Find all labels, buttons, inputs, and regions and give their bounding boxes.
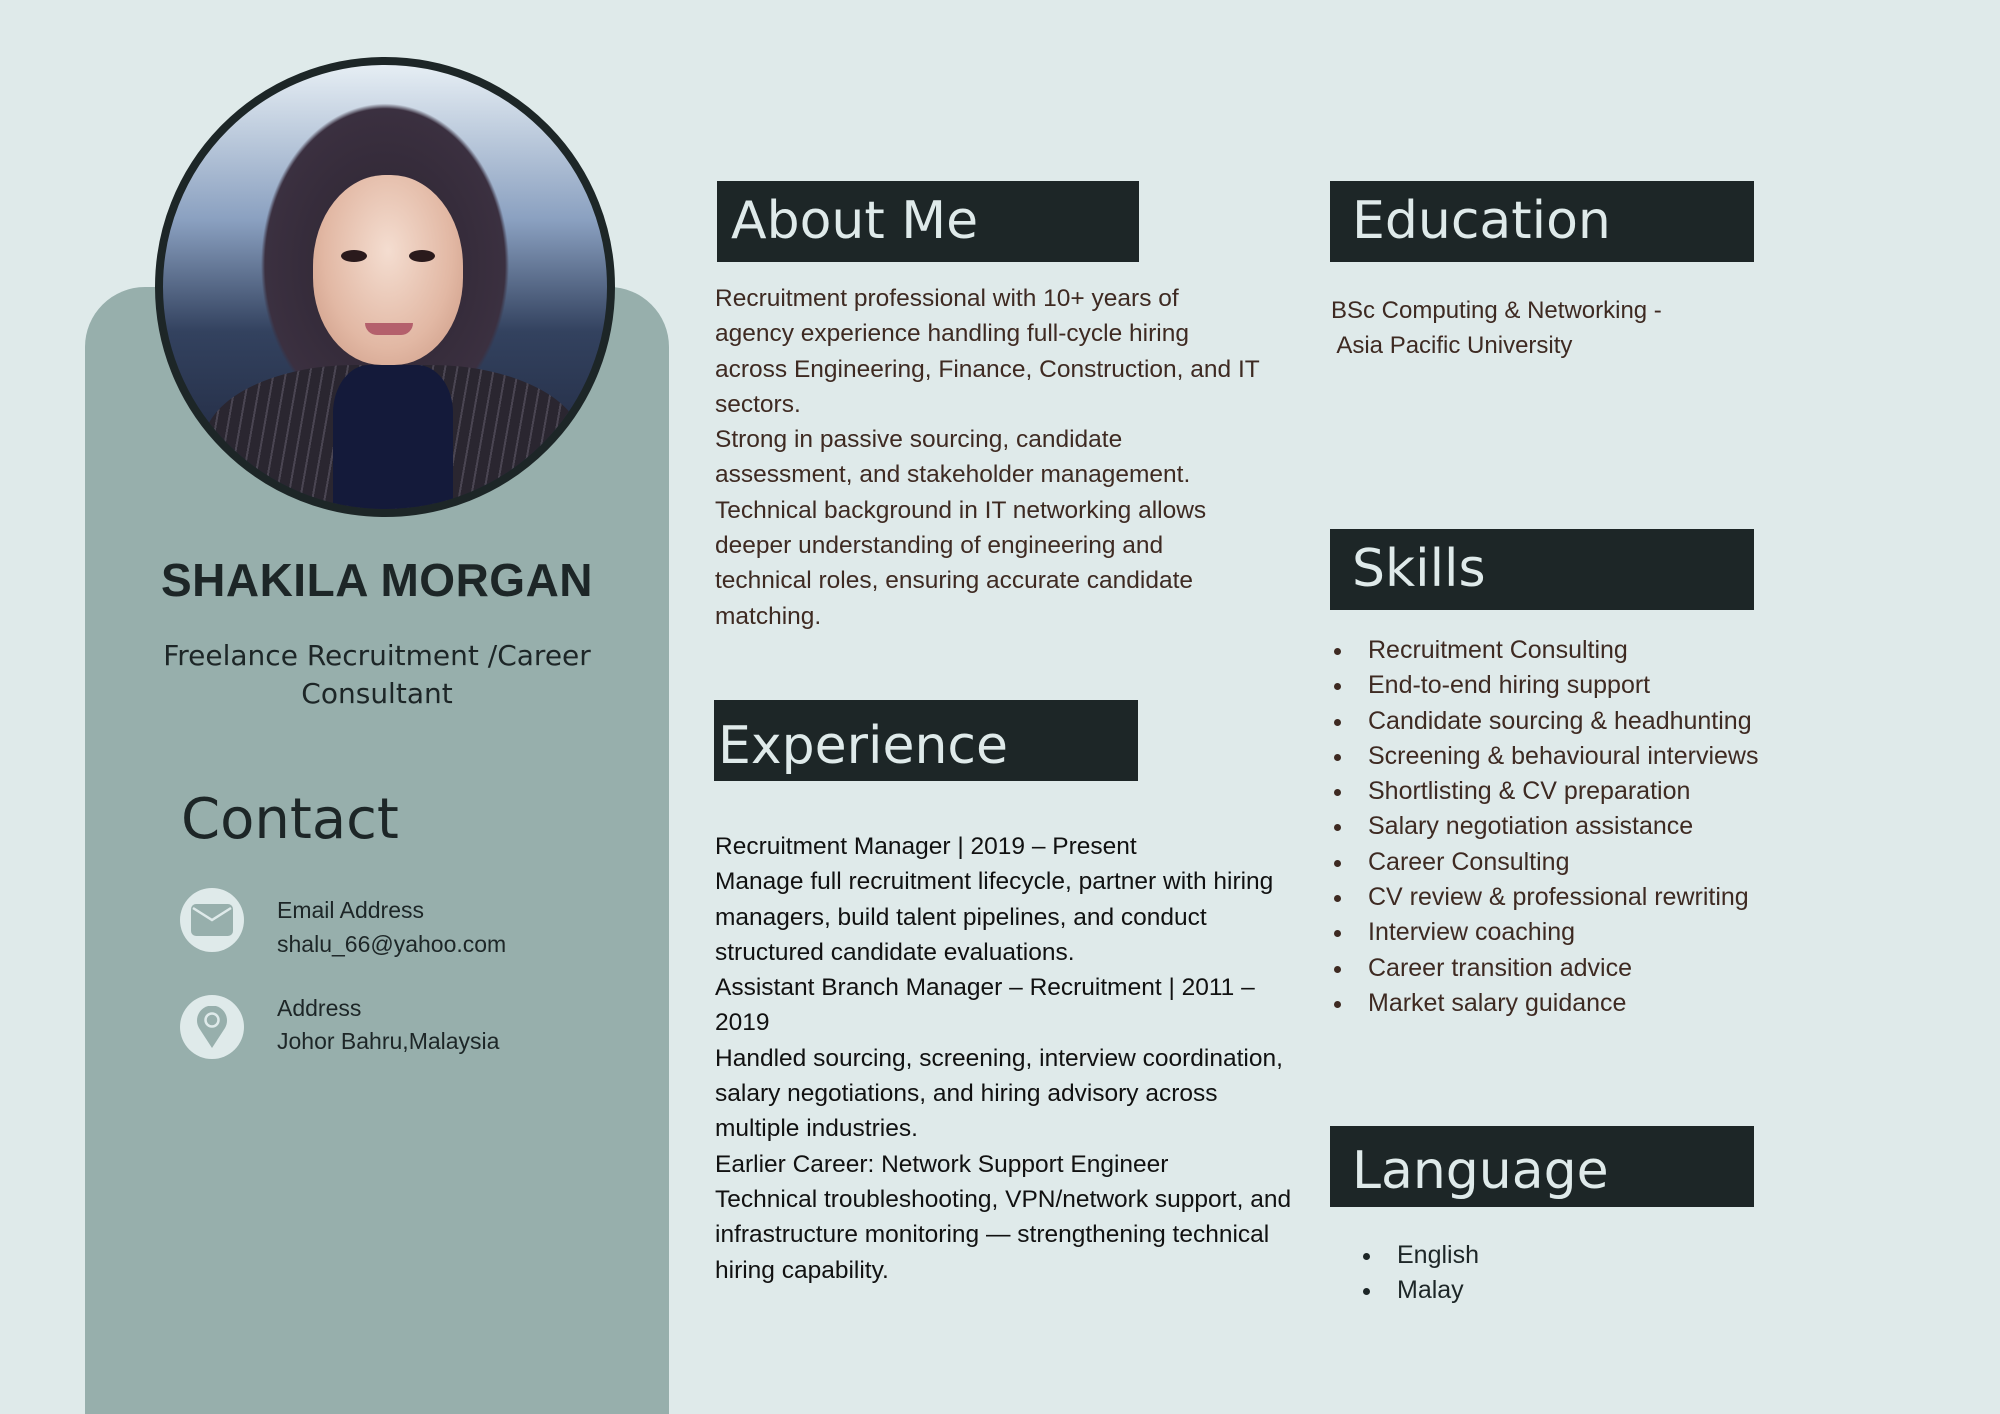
experience-line: salary negotiations, and hiring advisory across: [715, 1080, 1218, 1108]
about-line: across Engineering, Finance, Construction, and IT: [715, 355, 1260, 383]
language-item: English: [1361, 1238, 1479, 1273]
about-line: sectors.: [715, 390, 801, 418]
photo-face: [313, 175, 463, 365]
skill-item: Salary negotiation assistance: [1332, 809, 1759, 844]
photo-eye-left: [341, 250, 367, 262]
skill-item: Market salary guidance: [1332, 986, 1759, 1021]
about-line: Strong in passive sourcing, candidate: [715, 426, 1123, 454]
education-university: Asia Pacific University: [1331, 332, 1573, 360]
experience-heading: Experience: [714, 700, 1138, 781]
language-heading: Language: [1330, 1126, 1754, 1207]
experience-line: structured candidate evaluations.: [715, 938, 1075, 966]
photo-mouth: [365, 323, 413, 335]
experience-line: Earlier Career: Network Support Engineer: [715, 1150, 1169, 1178]
skill-item: CV review & professional rewriting: [1332, 880, 1759, 915]
skill-item: Screening & behavioural interviews: [1332, 739, 1759, 774]
experience-line: Manage full recruitment lifecycle, partner with hiring: [715, 868, 1274, 896]
experience-line: hiring capability.: [715, 1256, 889, 1284]
skill-item: Career transition advice: [1332, 951, 1759, 986]
experience-line: Technical troubleshooting, VPN/network support, and: [715, 1185, 1292, 1213]
about-me-text: [715, 281, 1260, 634]
experience-text: [715, 829, 1291, 1288]
address-value: Johor Bahru,Malaysia: [277, 1028, 500, 1054]
skill-item: Interview coaching: [1332, 915, 1759, 950]
language-list: [1361, 1238, 1479, 1309]
email-label: Email Address: [277, 897, 425, 923]
experience-line: Assistant Branch Manager – Recruitment | 2011 –: [715, 974, 1255, 1002]
about-line: Recruitment professional with 10+ years of: [715, 285, 1179, 312]
address-label: Address: [277, 995, 362, 1021]
about-line: Technical background in IT networking allows: [715, 496, 1207, 524]
education-text: [1331, 293, 1662, 364]
profile-photo: [155, 57, 615, 517]
contact-heading: Contact: [181, 787, 399, 852]
skill-item: Candidate sourcing & headhunting: [1332, 704, 1759, 739]
experience-line: infrastructure monitoring — strengthening technical: [715, 1221, 1270, 1249]
skill-item: Career Consulting: [1332, 845, 1759, 880]
education-heading: Education: [1330, 181, 1754, 262]
profile-title-line2: Consultant: [301, 677, 453, 710]
photo-eye-right: [409, 250, 435, 262]
skill-item: Shortlisting & CV preparation: [1332, 774, 1759, 809]
email-icon-badge: [180, 888, 244, 952]
about-line: matching.: [715, 602, 822, 630]
experience-line: 2019: [715, 1009, 770, 1037]
about-line: deeper understanding of engineering and: [715, 532, 1164, 560]
profile-title: [85, 637, 669, 713]
profile-title-line1: Freelance Recruitment /Career: [163, 639, 591, 672]
about-line: assessment, and stakeholder management.: [715, 461, 1191, 489]
photo-collar: [333, 365, 453, 517]
experience-line: multiple industries.: [715, 1115, 918, 1143]
envelope-icon: [191, 904, 233, 936]
experience-line: Recruitment Manager | 2019 – Present: [715, 833, 1137, 860]
profile-name: SHAKILA MORGAN: [160, 554, 594, 606]
location-pin-icon: [196, 1006, 228, 1048]
skills-heading: Skills: [1330, 529, 1754, 610]
about-line: agency experience handling full-cycle hiring: [715, 320, 1189, 348]
email-value[interactable]: shalu_66@yahoo.com: [277, 931, 507, 957]
education-degree: BSc Computing & Networking -: [1331, 297, 1662, 324]
address-icon-badge: [180, 995, 244, 1059]
skill-item: End-to-end hiring support: [1332, 668, 1759, 703]
skills-list: [1332, 633, 1759, 1021]
experience-line: Handled sourcing, screening, interview coordination,: [715, 1044, 1283, 1072]
experience-line: managers, build talent pipelines, and conduct: [715, 903, 1207, 931]
skill-item: Recruitment Consulting: [1332, 633, 1759, 668]
language-item: Malay: [1361, 1273, 1479, 1308]
about-me-heading: About Me: [717, 181, 1139, 262]
about-line: technical roles, ensuring accurate candidate: [715, 567, 1194, 595]
